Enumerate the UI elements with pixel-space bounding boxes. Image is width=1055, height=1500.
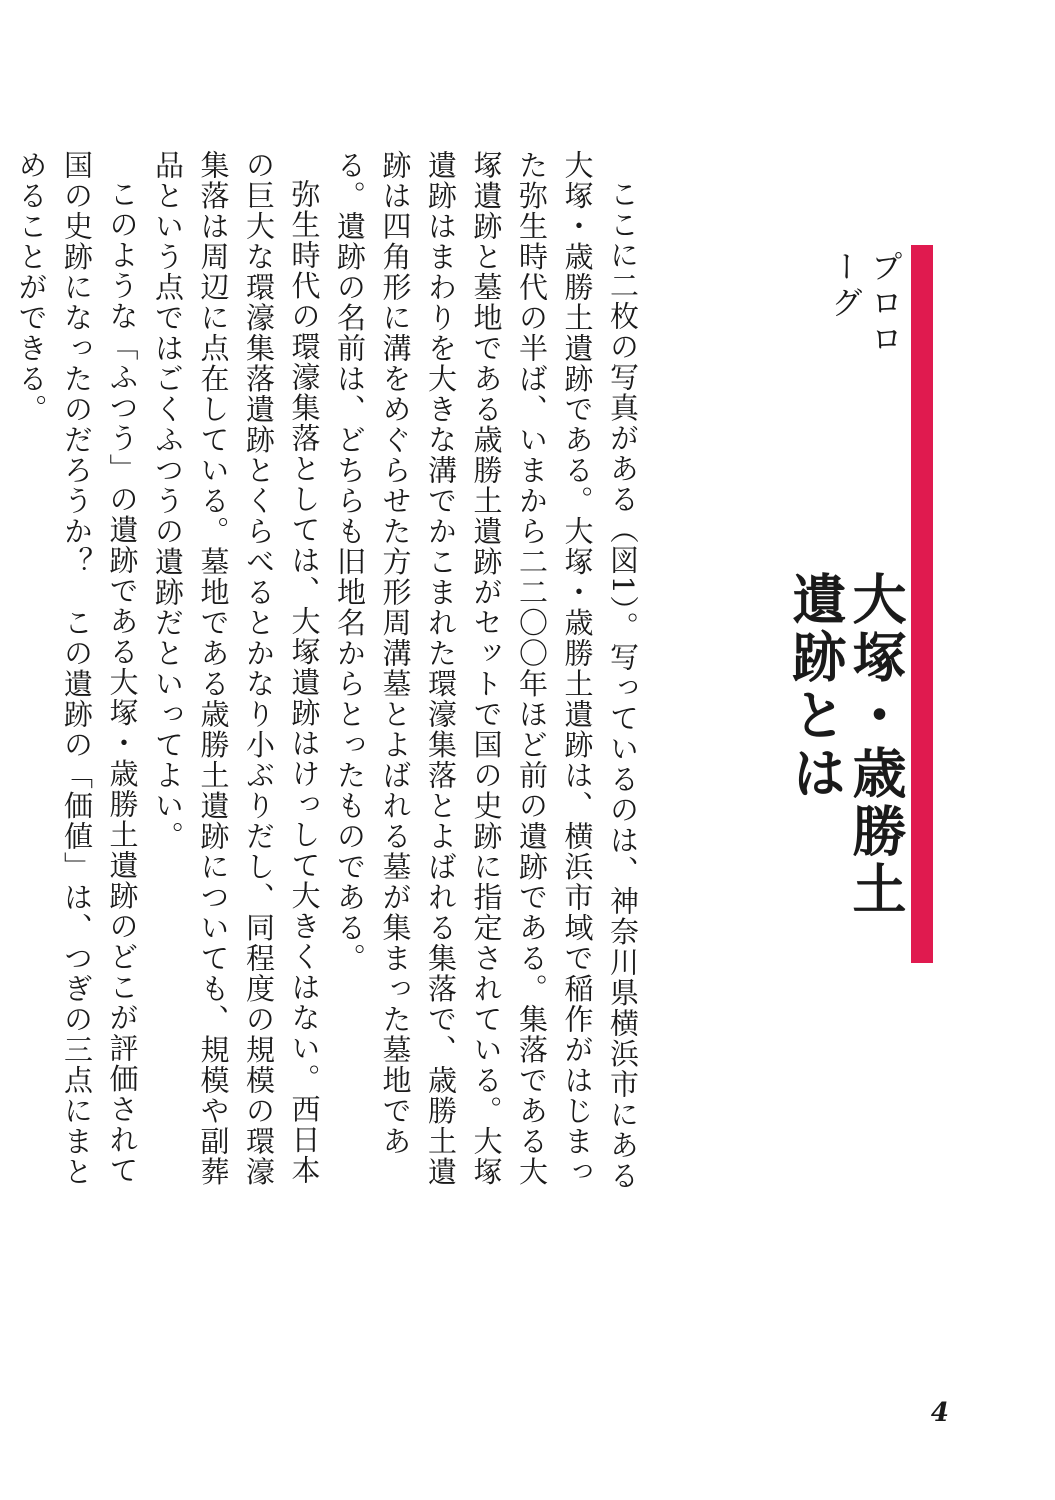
chapter-title: 大塚・歳勝土遺跡とは [784, 570, 907, 919]
paragraph-3: このような「ふつう」の遺跡である大塚・歳勝土遺跡のどこが評価されて国の史跡になったのだろうか？ この遺跡の「価値」は、つぎの三点にまとめることができる。 [14, 150, 140, 1187]
chapter-heading [785, 250, 905, 960]
page-number: 4 [930, 1398, 949, 1428]
body-text [14, 150, 645, 1195]
chapter-kicker: プロローグ [826, 250, 904, 358]
paragraph-2: 弥生時代の環濠集落としては、大塚遺跡はけっして大きくはない。西日本の巨大な環濠集落遺跡とくらべるとかなり小ぶりだし、同程度の規模の環濠集落は周辺に点在している。墓地である歳勝土遺跡についても、規模や副葬品という点ではごくふつうの遺跡だといってよい。 [151, 150, 322, 1187]
paragraph-1: ここに二枚の写真がある（図1）。写っているのは、神奈川県横浜市にある大塚・歳勝土遺跡である。大塚・歳勝土遺跡は、横浜市域で稲作がはじまった弥生時代の半ば、いまから二二〇〇年ほど前の遺跡である。集落である大塚遺跡と墓地である歳勝土遺跡がセットで国の史跡に指定されている。大塚遺跡はまわりを大きな溝でかこまれた環濠集落とよばれる集落で、歳勝土遺跡は四角形に溝をめぐらせた方形周溝墓とよばれる墓が集まった墓地である。遺跡の名前は、どちらも旧地名からとったものである。 [333, 150, 640, 1191]
heading-accent-bar [911, 245, 933, 963]
